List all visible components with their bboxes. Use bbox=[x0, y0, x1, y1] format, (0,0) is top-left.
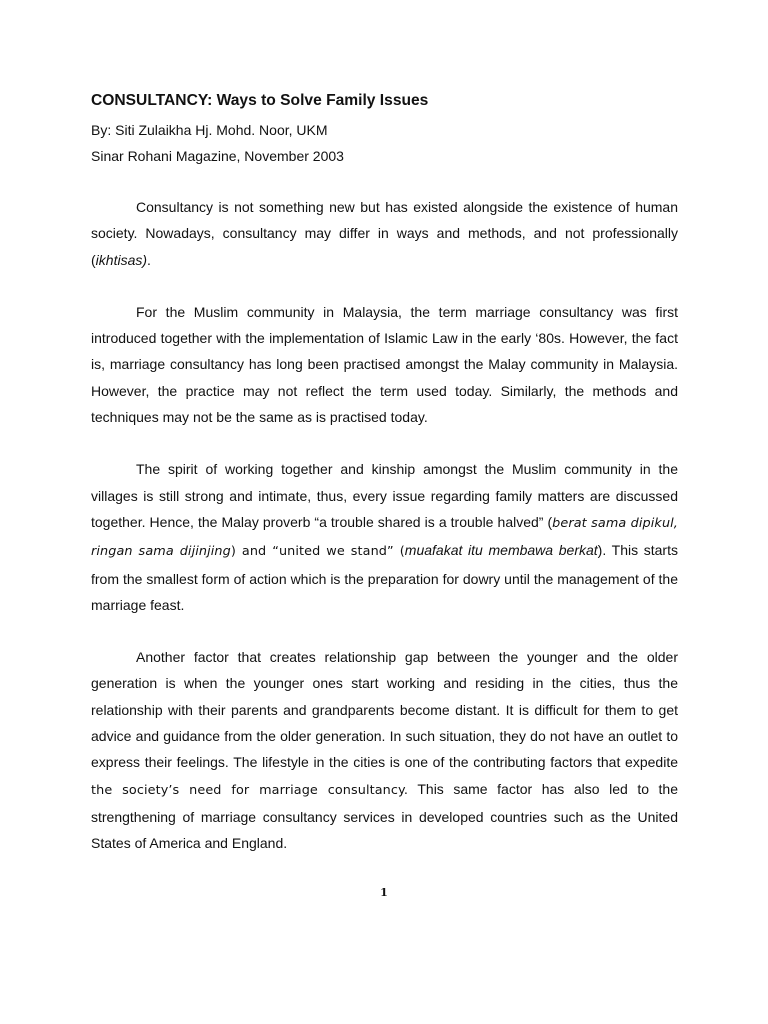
paragraph-1 bbox=[91, 194, 678, 273]
article-title: CONSULTANCY: Ways to Solve Family Issues bbox=[91, 92, 429, 109]
paragraph-3-proverb-malay-2: muafakat itu membawa berkat bbox=[404, 542, 598, 559]
paragraph-2: For the Muslim community in Malaysia, the term marriage consultancy was first introduced together with the implementation of Islamic Law in the early ‘80s. However, the fact is, marriage consultancy has long been practised amongst the Malay community in Malaysia. However, the practice may not reflect the term used today. Similarly, the methods and techniques may not be the same as is practised today. bbox=[91, 303, 678, 426]
paragraph-4-text-a: Another factor that creates relationship gap between the younger and the older generation is when the younger ones start working and residing in the cities, thus the relationship with their parents and grandparents become distant. It is difficult for them to get advice and guidance from the older generation. In such situation, they do not have an outlet to express their feelings. The lifestyle in the cities is one of the contributing factors that expedite bbox=[91, 649, 678, 771]
paragraph-4 bbox=[91, 644, 678, 856]
paragraph-4-text-b: This same factor has also led to the strengthening of marriage consultancy services in developed countries such as the United States of America and England. bbox=[91, 780, 679, 852]
page-number: 1 bbox=[380, 886, 388, 899]
paragraph-3 bbox=[91, 456, 678, 618]
author-byline: By: Siti Zulaikha Hj. Mohd. Noor, UKM bbox=[91, 122, 328, 138]
article-body bbox=[91, 90, 678, 857]
paragraph-3-proverb-malay: berat sama dipikul, ringan sama dijinjing bbox=[91, 515, 678, 560]
paragraph-3-text-a: The spirit of working together and kinship amongst the Muslim community in the villages is still strong and intimate, thus, every issue regarding family matters are discussed together. Hence, the Malay proverb “a trouble shared is a trouble halved” ( bbox=[91, 461, 678, 530]
paragraph-4-text-alt: the society’s need for marriage consultancy. bbox=[91, 782, 409, 798]
publication-source: Sinar Rohani Magazine, November 2003 bbox=[91, 148, 344, 164]
paragraph-1-italic-term: ikhtisas) bbox=[95, 251, 148, 268]
paragraph-1-text-b: . bbox=[147, 251, 151, 268]
paragraph-3-text-b: ) and “united we stand” ( bbox=[230, 544, 405, 560]
paragraph-3-text-c: ). This starts from the smallest form of action which is the preparation for dowry until the management of the marriage feast. bbox=[91, 542, 678, 613]
paragraph-1-text-a: Consultancy is not something new but has existed alongside the existence of human society. Nowadays, consultancy may differ in ways and methods, and not professionally ( bbox=[91, 199, 678, 268]
